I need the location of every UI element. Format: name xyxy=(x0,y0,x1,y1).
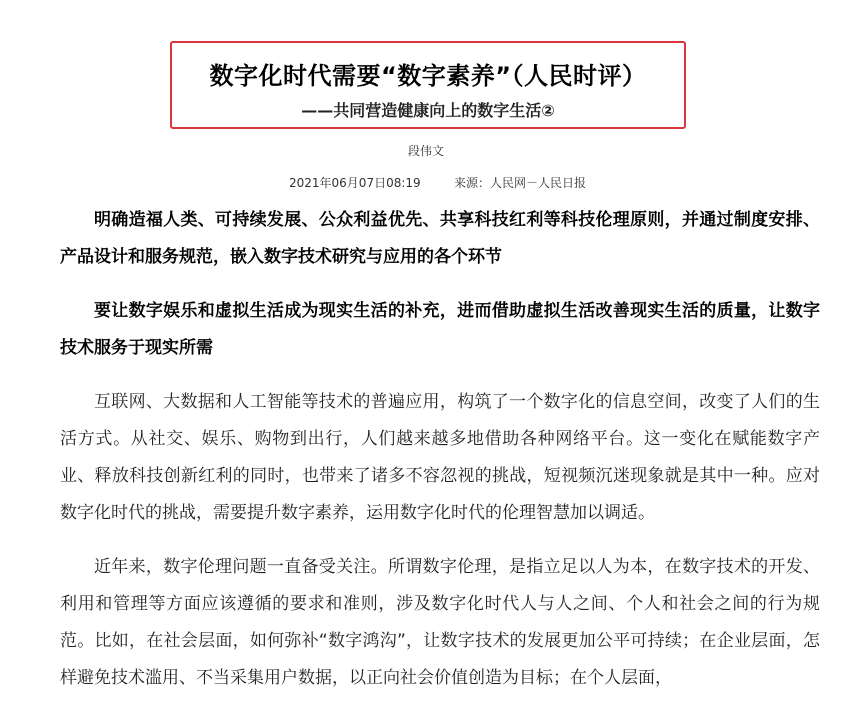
article-title: 数字化时代需要“数字素养”（人民时评） xyxy=(209,62,647,90)
summary-paragraph-2: 要让数字娱乐和虚拟生活成为现实生活的补充，进而借助虚拟生活改善现实生活的质量，让数字技术服务于现实所需 xyxy=(60,301,820,358)
summary-paragraph-1: 明确造福人类、可持续发展、公众利益优先、共享科技红利等科技伦理原则，并通过制度安排、产品设计和服务规范，嵌入数字技术研究与应用的各个环节 xyxy=(60,210,820,267)
article-author: 段伟文 xyxy=(407,144,444,158)
article-subtitle: ——共同营造健康向上的数字生活② xyxy=(301,101,555,120)
article-source: 来源：人民网－人民日报 xyxy=(454,176,587,190)
body-paragraph-2: 近年来，数字伦理问题一直备受关注。所谓数字伦理，是指立足以人为本，在数字技术的开发、利用和管理等方面应该遵循的要求和准则，涉及数字化时代人与人之间、个人和社会之间的行为规范。比如，在社会层面，如何弥补“数字鸿沟”，让数字技术的发展更加公平可持续；在企业层面，怎样避免技术滥用、不当采集用户数据，以正向社会价值创造为目标；在个人层面， xyxy=(60,557,820,688)
publish-date: 2021年06月07日08:19 xyxy=(289,176,421,190)
body-paragraph-1: 互联网、大数据和人工智能等技术的普遍应用，构筑了一个数字化的信息空间，改变了人们的生活方式。从社交、娱乐、购物到出行，人们越来越多地借助各种网络平台。这一变化在赋能数字产业、释放科技创新红利的同时，也带来了诸多不容忽视的挑战，短视频沉迷现象就是其中一种。应对数字化时代的挑战，需要提升数字素养，运用数字化时代的伦理智慧加以调适。 xyxy=(60,392,820,523)
article-body xyxy=(60,202,820,714)
headline-box xyxy=(170,41,686,129)
